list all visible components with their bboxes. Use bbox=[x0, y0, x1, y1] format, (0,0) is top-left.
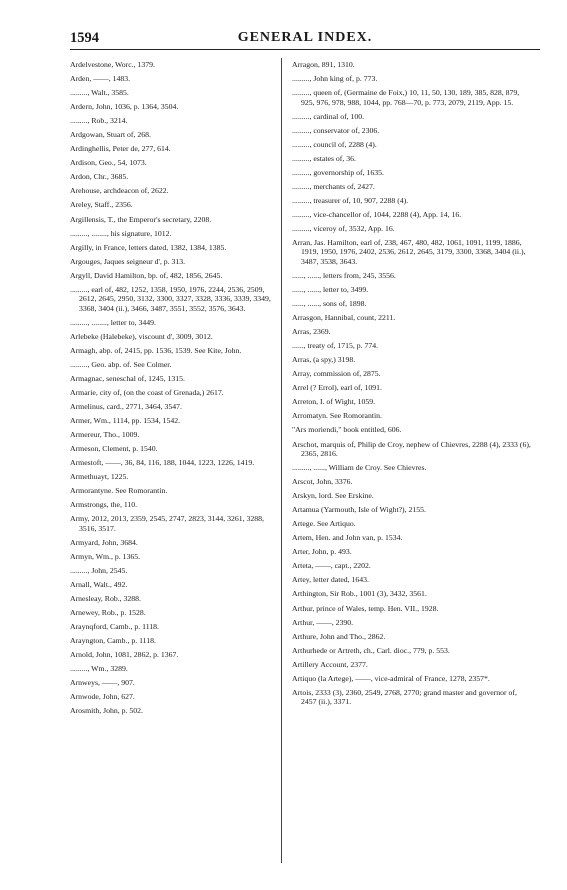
index-entry: Armethuayt, 1225. bbox=[70, 472, 129, 482]
index-entry: Arayngton, Camb., p. 1118. bbox=[70, 636, 156, 646]
index-entry: Armer, Wm., 1114, pp. 1534, 1542. bbox=[70, 416, 181, 426]
index-entry: ........., John king of, p. 773. bbox=[292, 74, 378, 84]
index-entry: Army, 2012, 2013, 2359, 2545, 2747, 2823, 3144, 3261, 3288, 3516, 3517. bbox=[70, 514, 266, 533]
running-title: GENERAL INDEX. bbox=[237, 30, 373, 45]
index-entry: Ardgowan, Stuart of, 268. bbox=[70, 130, 151, 140]
index-entry: Arthure, John and Tho., 2862. bbox=[292, 631, 386, 641]
index-entry: Armeson, Clement, p. 1540. bbox=[70, 444, 158, 454]
index-entry: Ardelvestone, Worc., 1379. bbox=[70, 60, 155, 69]
index-entry: Arrel (? Errol), earl of, 1091. bbox=[292, 383, 382, 393]
index-entry: ........., governorship of, 1635. bbox=[292, 167, 384, 177]
index-entry: Arlebeke (Halebeke), viscount d', 3009, 3012. bbox=[70, 331, 213, 341]
index-entry: ........., vice-chancellor of, 1044, 2288 (4), App. 14, 16. bbox=[292, 209, 462, 219]
column-divider bbox=[281, 58, 282, 863]
index-entry: ......, ......, letters from, 245, 3556. bbox=[292, 270, 396, 280]
index-entry: Artege. See Artiquo. bbox=[292, 519, 356, 529]
index-entry: Ardern, John, 1036, p. 1364, 3504. bbox=[70, 102, 179, 112]
index-entry: Arskyn, lord. See Erskine. bbox=[292, 491, 374, 501]
index-entry: Arter, John, p. 493. bbox=[292, 547, 352, 557]
index-entry: ........., earl of, 482, 1252, 1358, 1950, 1976, 2244, 2536, 2509, 2612, 2645, 2950, 3132, 3300, 3327, 3328, 3336, 3339, 3349, 3368, 3404 (ii.), 3466, 3487, 3551, 3552, 3576, 3643. bbox=[70, 284, 273, 313]
index-entry: Artamua (Yarmouth, Isle of Wight?), 2155. bbox=[292, 505, 426, 515]
index-entry: Arnall, Walt., 492. bbox=[70, 580, 128, 589]
index-entry: Artillery Account, 2377. bbox=[292, 659, 368, 669]
index-entry: Arthur, ——, 2390. bbox=[292, 617, 354, 627]
index-entry: Argyll, David Hamilton, bp. of, 482, 1856, 2645. bbox=[70, 270, 223, 280]
header-rule bbox=[70, 49, 540, 50]
index-entry: Arran, Jas. Hamilton, earl of, 238, 467, 480, 482, 1061, 1091, 1199, 1886, 1919, 1950, 1976, 2402, 2536, 2612, 2645, 3179, 3300, 3368, 3404 (ii.), 3487, 3538, 3643. bbox=[292, 238, 528, 266]
page-header bbox=[70, 30, 540, 46]
index-entry: ........., John, 2545. bbox=[70, 565, 128, 575]
index-entry: ........., ......, William de Croy. See Chievres. bbox=[292, 463, 427, 473]
index-entry: Ardinghellis, Peter de, 277, 614. bbox=[70, 144, 171, 154]
index-entry: Armyard, John, 3684. bbox=[70, 537, 138, 547]
index-entry: Armereur, Tho., 1009. bbox=[70, 430, 140, 440]
right-index-column bbox=[292, 60, 532, 711]
index-entry: Arehouse, archdeacon of, 2622. bbox=[70, 186, 169, 196]
index-entry: Areley, Staff., 2356. bbox=[70, 200, 133, 210]
index-entry: Armorantyne. See Romorantin. bbox=[70, 486, 168, 496]
index-entry: ........., ........, his signature, 1012. bbox=[70, 228, 172, 238]
index-entry: ........., Rob., 3214. bbox=[70, 116, 128, 126]
index-entry: Arras, (a spy,) 3198. bbox=[292, 355, 356, 365]
index-entry: Armagh, abp. of, 2415, pp. 1536, 1539. See Kite, John. bbox=[70, 345, 242, 355]
index-entry: Armestoft, ——, 36, 84, 116, 188, 1044, 1223, 1226, 1419. bbox=[70, 458, 255, 468]
index-entry: ........., Wm., 3289. bbox=[70, 664, 128, 674]
index-entry: ........., viceroy of, 3532, App. 16. bbox=[292, 223, 395, 233]
index-entry: Arthur, prince of Wales, temp. Hen. VII., 1928. bbox=[292, 603, 439, 613]
index-entry: Artiquo (la Artege), ——, vice-admiral of France, 1278, 2357*. bbox=[292, 673, 490, 683]
index-entry: Argillensis, T., the Emperor's secretary, 2208. bbox=[70, 214, 212, 224]
index-entry: Araynqford, Camb., p. 1118. bbox=[70, 622, 159, 632]
index-entry: ........., treasurer of, 10, 907, 2288 (4). bbox=[292, 195, 409, 205]
index-entry: Arden, ——, 1483. bbox=[70, 74, 131, 84]
index-entry: Armstrongs, the, 110. bbox=[70, 500, 138, 510]
index-entry: ........., conservator of, 2306. bbox=[292, 125, 380, 135]
index-entry: Arthington, Sir Rob., 1001 (3), 3432, 3561. bbox=[292, 589, 427, 599]
index-entry: Argilly, in France, letters dated, 1382, 1384, 1385. bbox=[70, 242, 227, 252]
index-entry: Armyn, Wm., p. 1365. bbox=[70, 551, 141, 561]
index-entry: Arromatyn. See Romorantin. bbox=[292, 411, 382, 421]
index-entry: Arnwode, John, 627. bbox=[70, 692, 135, 702]
index-entry: ......, ......, letter to, 3499. bbox=[292, 285, 369, 295]
index-entry: Arrasgon, Hannibal, count, 2211. bbox=[292, 313, 396, 323]
index-entry: ......, treaty of, 1715, p. 774. bbox=[292, 341, 379, 351]
index-entry: Arosmith, John, p. 502. bbox=[70, 706, 143, 716]
index-entry: Arras, 2369. bbox=[292, 327, 331, 337]
index-entry: ........., estates of, 36. bbox=[292, 153, 356, 163]
index-entry: Armelinus, card., 2771, 3464, 3547. bbox=[70, 401, 182, 411]
index-entry: Armarie, city of, (on the coast of Grenada,) 2617. bbox=[70, 387, 224, 397]
index-entry: ........., Geo. abp. of. See Colmer. bbox=[70, 359, 172, 369]
index-entry: "Ars moriendi," book entitled, 606. bbox=[292, 425, 402, 435]
index-entry: Arthurhede or Artreth, ch., Carl. dioc., 779, p. 553. bbox=[292, 645, 450, 655]
index-entry: Arnesleay, Rob., 3288. bbox=[70, 594, 141, 604]
index-entry: ........., council of, 2288 (4). bbox=[292, 139, 377, 149]
index-entry: Arteta, ——, capt., 2202. bbox=[292, 561, 371, 571]
index-entry: Arscot, John, 3376. bbox=[292, 477, 353, 487]
index-entry: ........., merchants of, 2427. bbox=[292, 181, 375, 191]
index-entry: Argouges, Jaques seigneur d', p. 313. bbox=[70, 256, 186, 266]
index-entry: Arschot, marquis of, Philip de Croy, nephew of Chievres, 2288 (4), 2333 (6), 2365, 2816. bbox=[292, 439, 533, 458]
index-entry: Artey, letter dated, 1643. bbox=[292, 575, 369, 585]
index-entry: Artois, 2333 (3), 2360, 2549, 2768, 2770; grand master and governor of, 2457 (ii.), 3371. bbox=[292, 687, 519, 707]
page-number: 1594 bbox=[70, 30, 99, 46]
index-entry: Array, commission of, 2875. bbox=[292, 369, 381, 379]
index-entry: Ardon, Chr., 3685. bbox=[70, 172, 129, 182]
index-entry: Ardison, Geo., 54, 1073. bbox=[70, 158, 147, 168]
index-entry: Arreton, I. of Wight, 1059. bbox=[292, 397, 376, 407]
index-entry: Arnweys, ——, 907. bbox=[70, 678, 135, 688]
index-entry: ........., Walt., 3585. bbox=[70, 88, 129, 98]
index-entry: Arragon, 891, 1310. bbox=[292, 60, 355, 69]
index-entry: ........., cardinal of, 100. bbox=[292, 111, 365, 121]
index-entry: Armagnac, seneschal of, 1245, 1315. bbox=[70, 373, 185, 383]
left-index-column bbox=[70, 60, 280, 720]
index-entry: Arnold, John, 1081, 2862, p. 1367. bbox=[70, 650, 179, 660]
index-entry: Arnewey, Rob., p. 1528. bbox=[70, 608, 146, 618]
index-entry: ........., queen of, (Germaine de Foix,) 10, 11, 50, 130, 189, 385, 828, 879, 925, 976, 978, 988, 1044, pp. 768—70, p. 773, 2079, 2119, App. 15. bbox=[292, 88, 522, 107]
index-entry: Artem, Hen. and John van, p. 1534. bbox=[292, 533, 403, 543]
index-entry: ........., ........, letter to, 3449. bbox=[70, 317, 156, 327]
index-entry: ......, ......, sons of, 1898. bbox=[292, 299, 367, 309]
